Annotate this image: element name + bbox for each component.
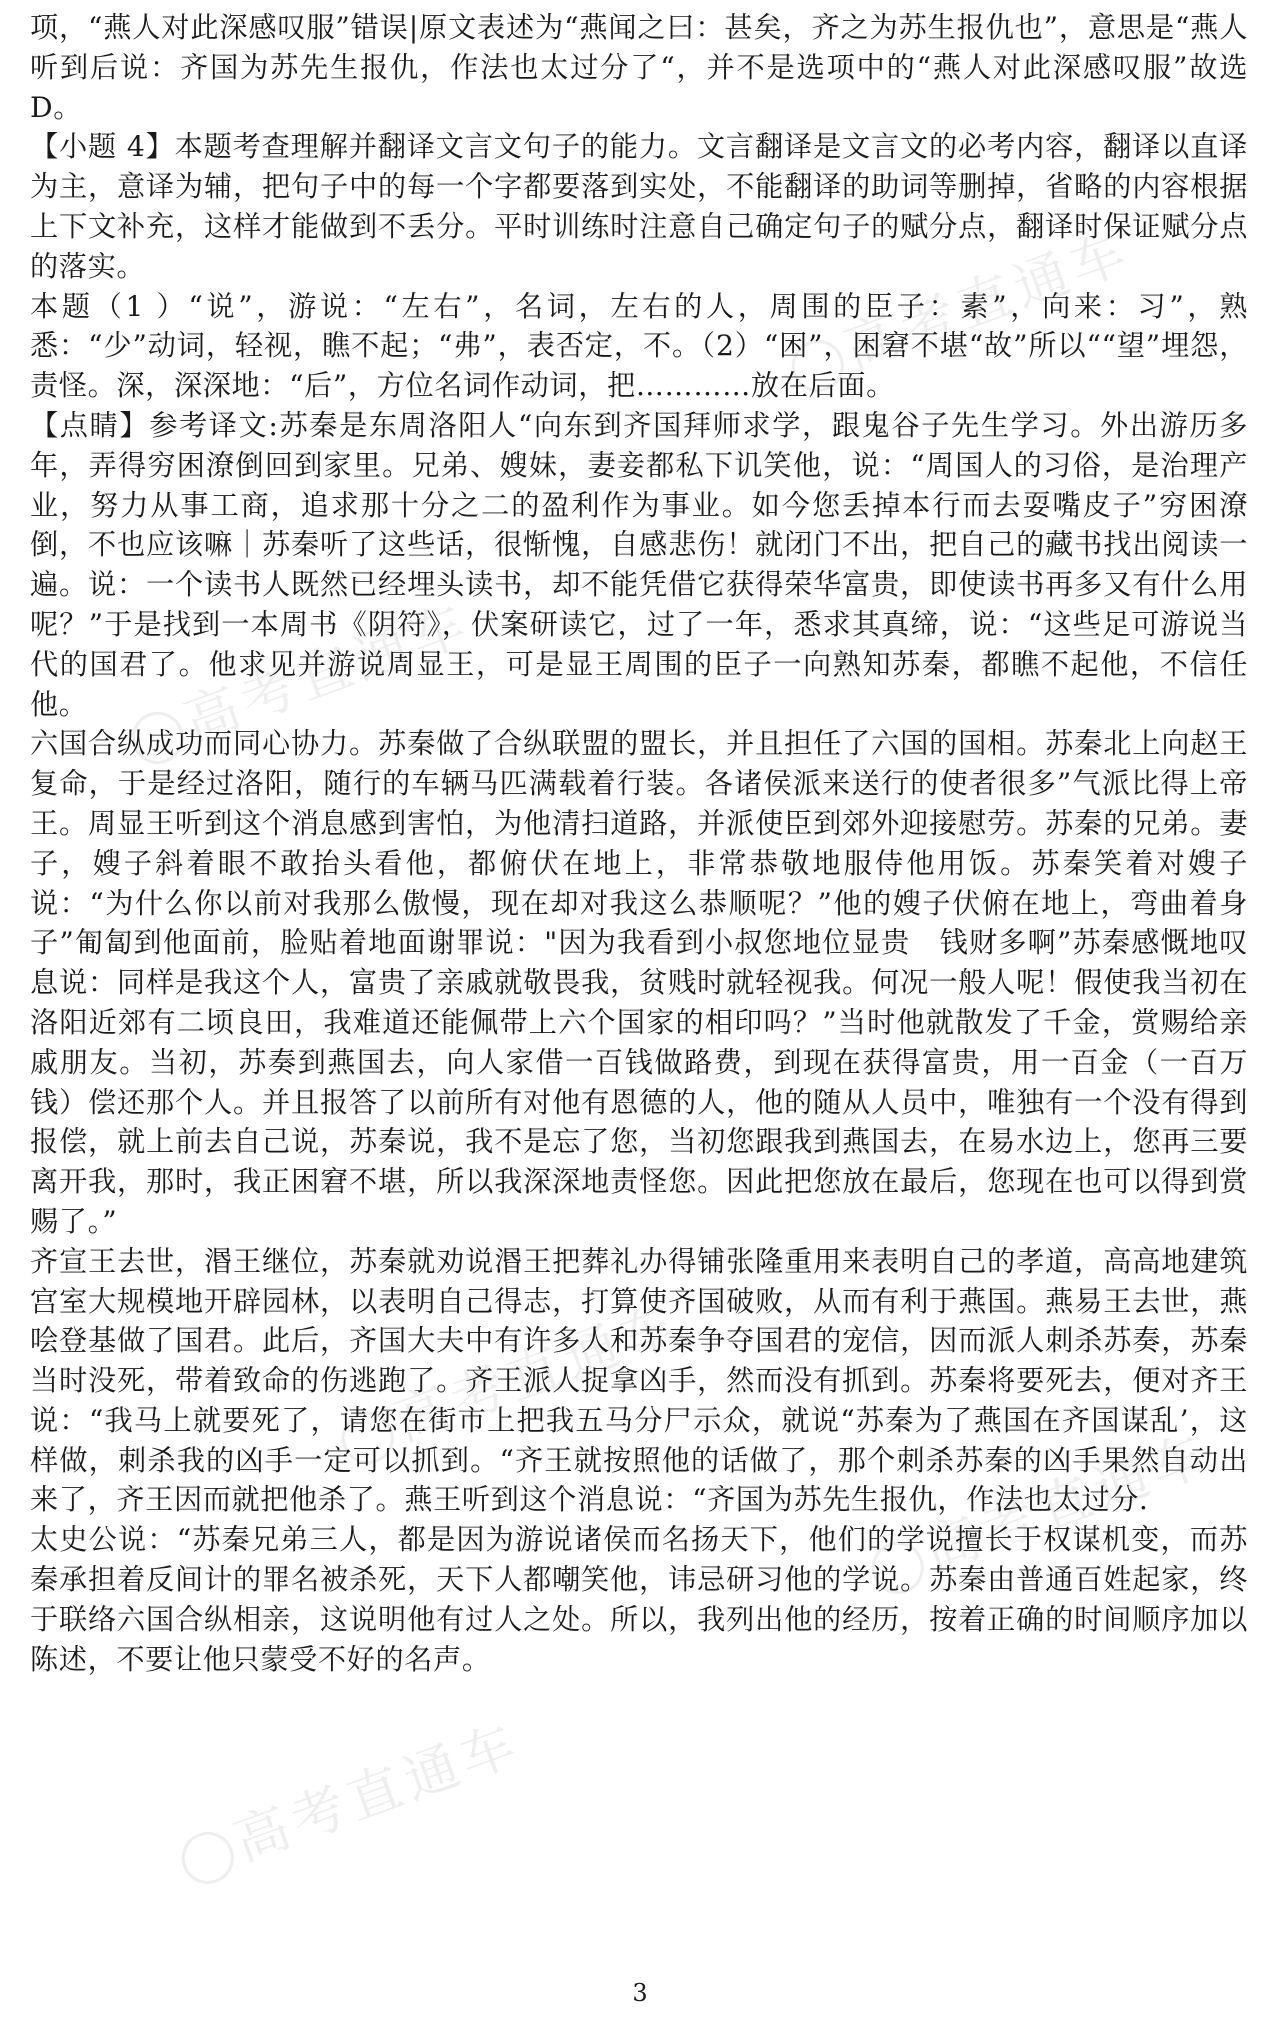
paragraph-translation-notes: 本题（1 ）“说”，游说：“左右”，名词，左右的人，周围的臣子：素”，向来：习”，熟悉：“少”动词，轻视，瞧不起；“弗”，表否定，不。（2）“困”，困窘不堪“故”所以““望”埋怨，责怪。深，深深地：“后”，方位名词作动词，把…………放在后面。 bbox=[30, 289, 1248, 403]
watermark-logo-icon bbox=[175, 1825, 242, 1892]
watermark-text: 高考直通车 bbox=[835, 219, 1140, 382]
paragraph-question-4: 【小题 4】本题考查理解并翻译文言文句子的能力。文言翻译是文言文的必考内容，翻译以直译为主，意译为辅，把句子中的每一个字都要落到实处，不能翻译的助词等删掉，省略的内容根据上下文补充，这样才能做到不丢分。平时训练时注意自己确定句子的赋分点，翻译时保证赋分点的落实。 bbox=[30, 130, 1248, 283]
paragraph-qi-xuan-wang: 齐宣王去世，湣王继位，苏秦就劝说湣王把葬礼办得铺张隆重用来表明自己的孝道，高高地建筑宫室大规模地开辟园林，以表明自己得志，打算使齐国破败，从而有利于燕国。燕易王去世，燕哙登基做了国君。此后，齐国大夫中有许多人和苏秦争夺国君的宠信，因而派人刺杀苏奏，苏秦当时没死，带着致命的伤逃跑了。齐王派人捉拿凶手，然而没有抓到。苏秦将要死去，便对齐王说：“我马上就要死了，请您在街市上把我五马分尸示众，就说“苏秦为了燕国在齐国谋乱’，这样做，刺杀我的凶手一定可以抓到。“齐王就按照他的话做了，那个刺杀苏秦的凶手果然自动出来了，齐王因而就把他杀了。燕王听到这个消息说：“齐国为苏先生报仇，作法也太过分. bbox=[30, 1244, 1248, 1517]
watermark-text: 高考直通车 bbox=[175, 591, 480, 754]
watermark-5 bbox=[168, 1701, 531, 1896]
paragraph-reference-translation: 【点睛】参考译文:苏秦是东周洛阳人“向东到齐国拜师求学，跟鬼谷子先生学习。外出游历多年，弄得穷困潦倒回到家里。兄弟、嫂妹，妻妾都私下讥笑他，说：“周国人的习俗，是治理产业，努力从事工商，追求那十分之二的盈利作为事业。如今您丢掉本行而去耍嘴皮子”穷困潦倒，不也应该嘛｜苏秦听了这些话，很惭愧，自感悲伤！就闭门不出，把自己的藏书找出阅读一遍。说：一个读书人既然已经埋头读书，却不能凭借它获得荣华富贵，即使读书再多又有什么用呢？”于是找到一本周书《阴符》，伏案研读它，过了一年，悉求其真缔，说：“这些足可游说当代的国君了。他求见并游说周显王，可是显王周围的臣子一向熟知苏秦，都瞧不起他，不信任他。 bbox=[30, 408, 1248, 721]
watermark-text: 高考直通车 bbox=[385, 1291, 690, 1454]
watermark-text: 高考直通车 bbox=[915, 1421, 1220, 1584]
page-number: 3 bbox=[632, 1979, 648, 2007]
paragraph-six-states: 六国合纵成功而同心协力。苏秦做了合纵联盟的盟长，并且担任了六国的国相。苏秦北上向赵王复命，于是经过洛阳，随行的车辆马匹满载着行装。各诸侯派来送行的使者很多”气派比得上帝王。周显王听到这个消息感到害怕，为他清扫道路，并派使臣到郊外迎接慰劳。苏秦的兄弟。妻子，嫂子斜着眼不敢抬头看他，都俯伏在地上，非常恭敬地服侍他用饭。苏秦笑着对嫂子说：“为什么你以前对我那么傲慢，现在却对我这么恭顺呢？”他的嫂子伏俯在地上，弯曲着身子”匍匐到他面前，脸贴着地面谢罪说："因为我看到小叔您地位显贵 钱财多啊”苏秦感慨地叹息说：同样是我这个人，富贵了亲戚就敬畏我，贫贱时就轻视我。何况一般人呢！假使我当初在洛阳近郊有二顷良田，我难道还能佩带上六个国家的相印吗？”当时他就散发了千金，赏赐给亲戚朋友。当初，苏奏到燕国去，向人家借一百钱做路费，到现在获得富贵，用一百金（一百万钱）偿还那个人。并且报答了以前所有对他有恩德的人，他的随从人员中，唯独有一个没有得到报偿，就上前去自己说，苏秦说，我不是忘了您，当初您跟我到燕国去，在易水边上，您再三要离开我，那时，我正困窘不堪，所以我深深地责怪您。因此把您放在最后，您现在也可以得到赏赐了。” bbox=[30, 727, 1248, 1238]
paragraph-answer-explanation: 项，“燕人对此深感叹服”错误|原文表述为“燕闻之曰：甚矣，齐之为苏生报仇也”，意思是“燕人听到后说：齐国为苏先生报仇，作法也太过分了“，并不是选项中的“燕人对此深感叹服”故选 D。 bbox=[30, 11, 1248, 124]
document-page bbox=[30, 8, 1248, 1679]
watermark-text: 高考直通车 bbox=[225, 1711, 530, 1874]
paragraph-tai-shi-gong: 太史公说：“苏秦兄弟三人，都是因为游说诸侯而名扬天下，他们的学说擅长于权谋机变，而苏秦承担着反间计的罪名被杀死，天下人都嘲笑他，讳忌研习他的学说。苏秦由普通百姓起家，终于联络六国合纵相亲，这说明他有过人之处。所以，我列出他的经历，按着正确的时间顺序加以陈述，不要让他只蒙受不好的名声。 bbox=[30, 1523, 1248, 1676]
